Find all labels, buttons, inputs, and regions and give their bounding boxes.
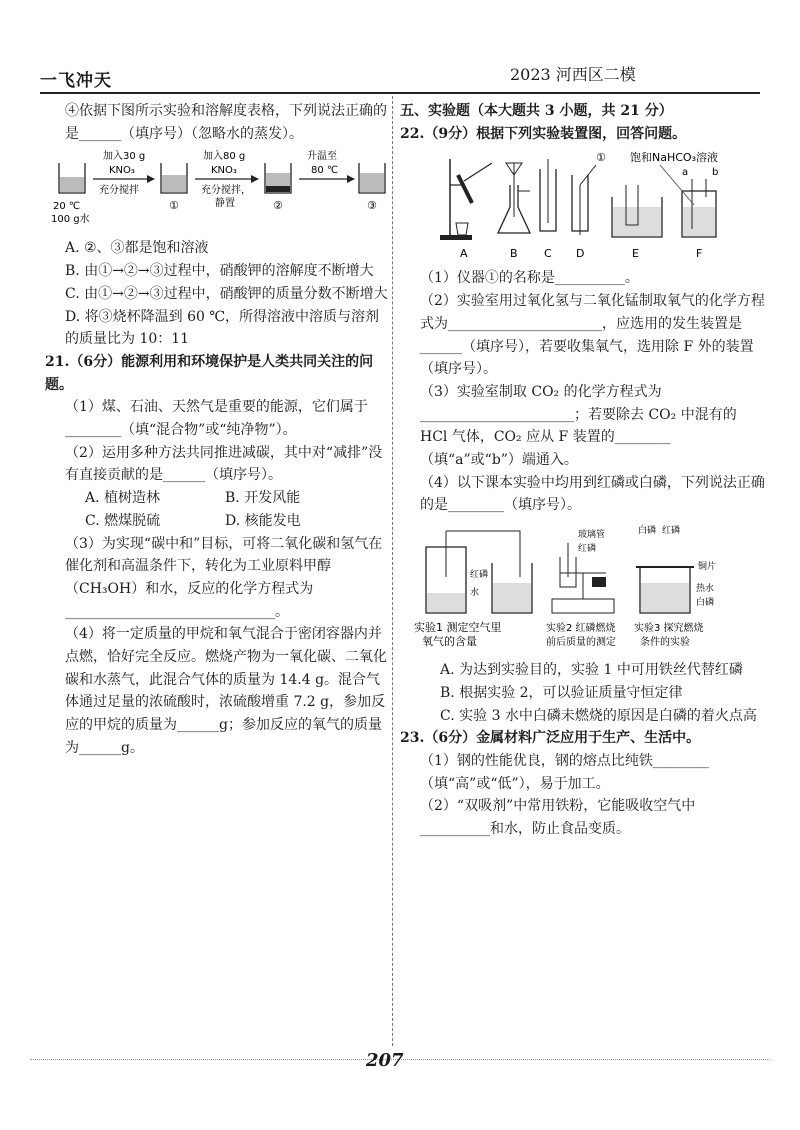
q21-part2-options-row1	[45, 487, 390, 510]
brand-logo-text: 一飞冲天	[40, 71, 112, 91]
q22-option-c: C. 实验 3 水中白磷未燃烧的原因是白磷的着火点高	[440, 707, 757, 724]
label-red-phosphorus: 红磷	[470, 570, 489, 581]
step3-temp-label: 80 ℃	[311, 165, 339, 177]
exp1-caption-line2: 氧气的含量	[422, 635, 477, 649]
option-c: C. 由①→②→③过程中，硝酸钾的质量分数不断增大	[65, 285, 388, 302]
start-temp-label: 20 ℃	[53, 201, 81, 213]
q20-part4-intro: ④依据下图所示实验和溶解度表格，下列说法正确的是______（填序号）（忽略水的蒸发）。	[65, 103, 387, 142]
q21-part3: （3）为实现“碳中和”目标，可将二氧化碳和氢气在催化剂和高温条件下，转化为工业原料甲醇（CH₃OH）和水，反应的化学方程式为______________________________。	[65, 535, 383, 620]
q22-option-b: B. 根据实验 2，可以验证质量守恒定律	[440, 684, 683, 701]
apparatus-a	[440, 159, 492, 240]
experiment-3-apparatus	[636, 524, 716, 613]
page-number: 207	[366, 1050, 404, 1071]
phosphorus-experiments-figure	[400, 517, 765, 659]
q22-part4: （4）以下课本实验中均用到红磷或白磷，下列说法正确的是________（填序号）。	[420, 474, 765, 514]
exp2-caption-line2: 前后质量的测定	[546, 637, 616, 649]
step1-stir-label: 充分搅拌	[99, 185, 139, 197]
q21-part2-options-row2	[45, 510, 390, 533]
q22-stem: 22.（9分）根据下列实验装置图，回答问题。	[400, 125, 687, 142]
beaker-process-diagram	[45, 149, 390, 237]
label-copper-sheet: 铜片	[698, 562, 717, 573]
exp3-caption-line1: 实验3 探究燃烧	[634, 623, 704, 635]
exp1-caption-line1: 实验1 测定空气里	[414, 621, 502, 635]
q23-part2: （2）“双吸剂”中常用铁粉，它能吸收空气中__________和水，防止食品变质。	[420, 798, 696, 838]
q21-part1: （1）煤、石油、天然气是重要的能源，它们属于________（填“混合物”或“纯净物”）。	[65, 399, 368, 439]
q23-part1: （1）钢的性能优良，钢的熔点比纯铁________（填“高”或“低”），易于加工。	[420, 752, 709, 792]
label-white-phosphorus-2: 白磷	[696, 598, 715, 609]
solubility-experiment-figure	[45, 149, 390, 237]
step2-add-label: 加入80 g	[203, 151, 246, 163]
label-glass-tube: 玻璃管	[578, 530, 606, 541]
phosphorus-experiments-diagram	[400, 517, 765, 659]
label-a: A	[460, 247, 468, 261]
apparatus-d	[572, 165, 596, 235]
section-5-heading: 五、实验题（本大题共 3 小题，共 21 分）	[400, 103, 673, 119]
step3-heat-label: 升温至	[307, 151, 337, 163]
mark-instrument-1: ①	[596, 151, 606, 165]
exp3-caption-line2: 条件的实验	[640, 637, 690, 649]
beaker-1-label: ①	[169, 199, 179, 213]
apparatus-diagram	[400, 145, 765, 267]
label-water: 水	[470, 588, 480, 599]
label-e: E	[632, 247, 639, 261]
step1-add-label: 加入30 g	[103, 151, 146, 163]
port-a-label: a	[682, 167, 689, 179]
column-divider	[392, 96, 393, 1046]
beaker-2-label: ②	[273, 199, 283, 213]
q21-option-c: C. 燃煤脱硫	[85, 512, 161, 529]
label-d: D	[576, 247, 585, 261]
option-a: A. ②、③都是饱和溶液	[65, 240, 209, 257]
right-column	[400, 100, 765, 841]
apparatus-figure	[400, 145, 765, 267]
beaker-3-label: ③	[367, 199, 377, 213]
experiment-1-apparatus	[426, 531, 532, 613]
step2-stir-label: 充分搅拌，	[201, 185, 251, 197]
q21-part2: （2）运用多种方法共同推进减碳，其中对“减排”没有直接贡献的是______（填序号）。	[65, 444, 383, 484]
option-d: D. 将③烧杯降温到 60 ℃，所得溶液中溶质与溶剂的质量比为 10：11	[65, 308, 380, 348]
apparatus-f	[682, 167, 718, 237]
exp2-caption-line1: 实验2 红磷燃烧	[546, 623, 616, 635]
header-rule	[40, 92, 760, 94]
q21-part4: （4）将一定质量的甲烷和氧气混合于密闭容器内并点燃，恰好完全反应。燃烧产物为一氧化碳、二氧化碳和水蒸气，此混合气体的质量为 14.4 g。混合气体通过足量的浓硫酸时，浓硫酸增重 7.2 g，参加反应的甲烷的质量为______g；参加反应的氧气的质量为______g。	[65, 626, 387, 756]
step2-substance-label: KNO₃	[211, 165, 237, 177]
apparatus-c	[540, 159, 556, 231]
label-b: B	[510, 247, 518, 261]
label-red-phosphorus-2: 红磷	[578, 544, 597, 555]
label-hot-water: 热水	[696, 584, 715, 595]
q23-stem: 23.（6分）金属材料广泛应用于生产、生活中。	[400, 730, 701, 747]
q21-option-b: B. 开发风能	[225, 490, 301, 507]
label-c: C	[544, 247, 552, 261]
step1-substance-label: KNO₃	[109, 165, 135, 177]
apparatus-b	[498, 163, 530, 233]
start-water-label: 100 g水	[51, 214, 90, 226]
beaker-1	[161, 163, 187, 193]
beaker-2	[265, 163, 291, 193]
label-f: F	[696, 247, 703, 261]
step2-rest-label: 静置	[215, 198, 235, 210]
beaker-start	[59, 163, 85, 193]
exam-title: 2023 河西区二模	[510, 65, 636, 84]
q21-stem: 21.（6分）能源利用和环境保护是人类共同关注的问题。	[45, 353, 374, 393]
beaker-3	[359, 163, 385, 193]
experiment-2-apparatus	[552, 528, 614, 613]
q22-part3: （3）实验室制取 CO₂ 的化学方程式为______________________；若要除去 CO₂ 中混有的 HCl 气体，CO₂ 应从 F 装置的________（填“a”或“b”）端通入。	[420, 383, 737, 469]
q21-option-a: A. 植树造林	[85, 490, 161, 507]
label-white-phosphorus: 白磷	[638, 526, 657, 537]
port-b-label: b	[712, 167, 719, 179]
label-red-phosphorus-3: 红磷	[662, 526, 681, 537]
option-b: B. 由①→②→③过程中，硝酸钾的溶解度不断增大	[65, 263, 374, 280]
q21-option-d: D. 核能发电	[225, 512, 301, 529]
q22-part2: （2）实验室用过氧化氢与二氧化锰制取氧气的化学方程式为______________________，应选用的发生装置是______（填序号），若要收集氧气，选用除 F 外的装置（填序号）。	[420, 293, 765, 378]
q22-option-a: A. 为达到实验目的，实验 1 中可用铁丝代替红磷	[440, 662, 743, 679]
left-column	[45, 100, 390, 760]
q22-part1: （1）仪器①的名称是__________。	[420, 270, 639, 287]
saturated-solution-label: 饱和NaHCO₃溶液	[630, 151, 718, 165]
